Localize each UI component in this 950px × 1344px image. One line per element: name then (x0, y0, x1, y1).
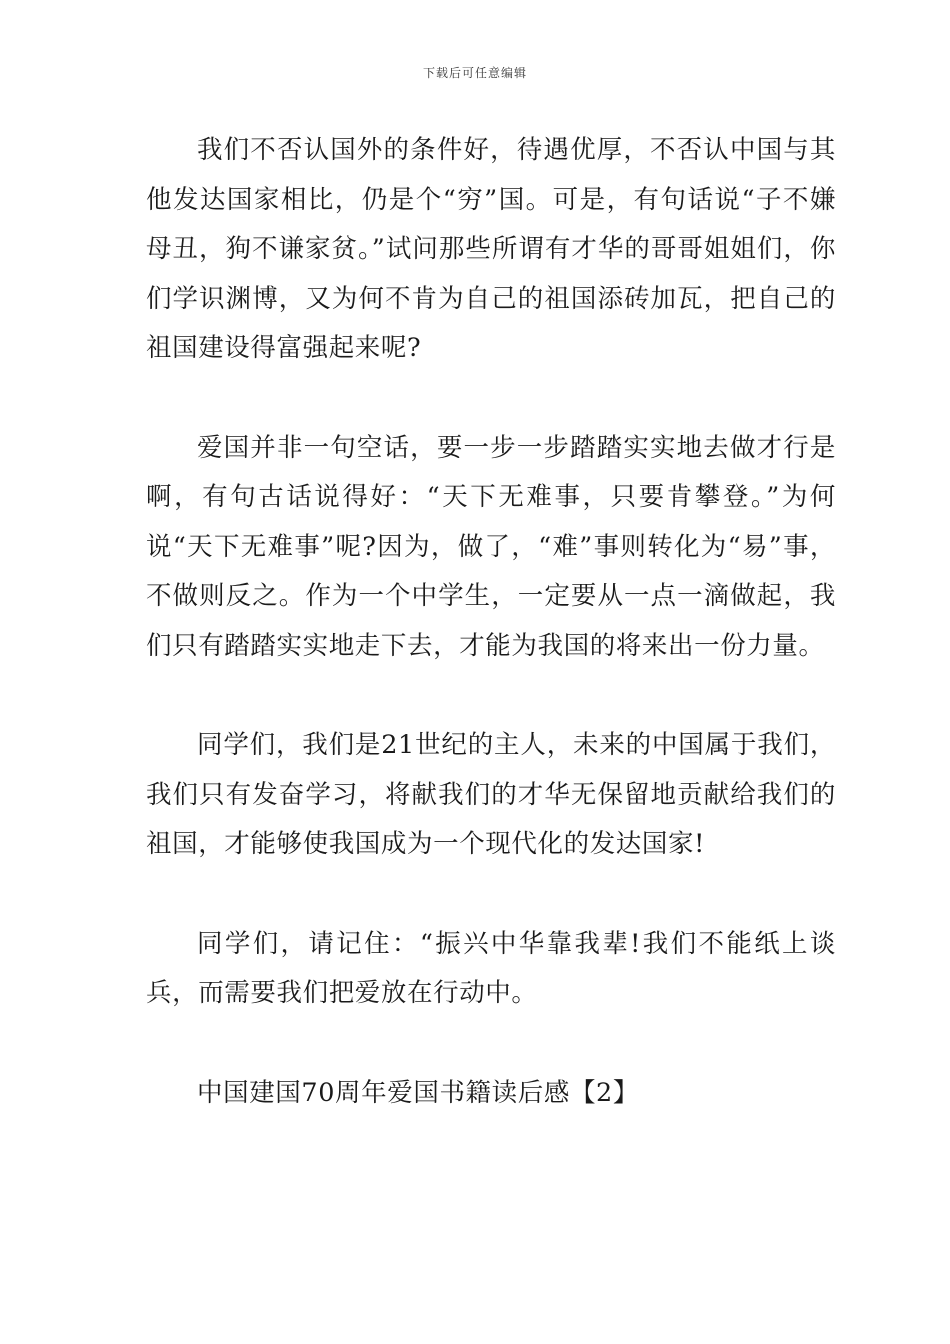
paragraph-spacer (146, 870, 836, 920)
page-header: 下载后可任意编辑 (422, 66, 527, 80)
paragraph-spacer (146, 374, 836, 424)
paragraph-1: 我们不否认国外的条件好，待遇优厚，不否认中国与其他发达国家相比，仍是个“穷”国。可是，有句话说“子不嫌母丑，狗不谦家贫。”试问那些所谓有才华的哥哥姐姐们，你们学识渊博，又为何不肯为自己的祖国添砖加瓦，把自己的祖国建设得富强起来呢? (146, 135, 836, 363)
paragraph-2: 爱国并非一句空话，要一步一步踏踏实实地去做才行是啊，有句古话说得好：“天下无难事，只要肯攀登。”为何说“天下无难事”呢?因为，做了，“难”事则转化为“易”事，不做则反之。作为一个中学生，一定要从一点一滴做起，我们只有踏踏实实地走下去，才能为我国的将来出一份力量。 (146, 432, 836, 661)
document-body (146, 126, 836, 1118)
paragraph-3: 同学们，我们是21世纪的主人，未来的中国属于我们，我们只有发奋学习，将献我们的才华无保留地贡献给我们的祖国，才能够使我国成为一个现代化的发达国家! (146, 730, 836, 859)
section-heading: 中国建国70周年爱国书籍读后感【2】 (197, 1077, 639, 1108)
paragraph-4: 同学们，请记住：“振兴中华靠我辈!我们不能纸上谈兵，而需要我们把爱放在行动中。 (146, 928, 836, 1008)
paragraph-spacer (146, 671, 836, 721)
paragraph-spacer (146, 1019, 836, 1069)
